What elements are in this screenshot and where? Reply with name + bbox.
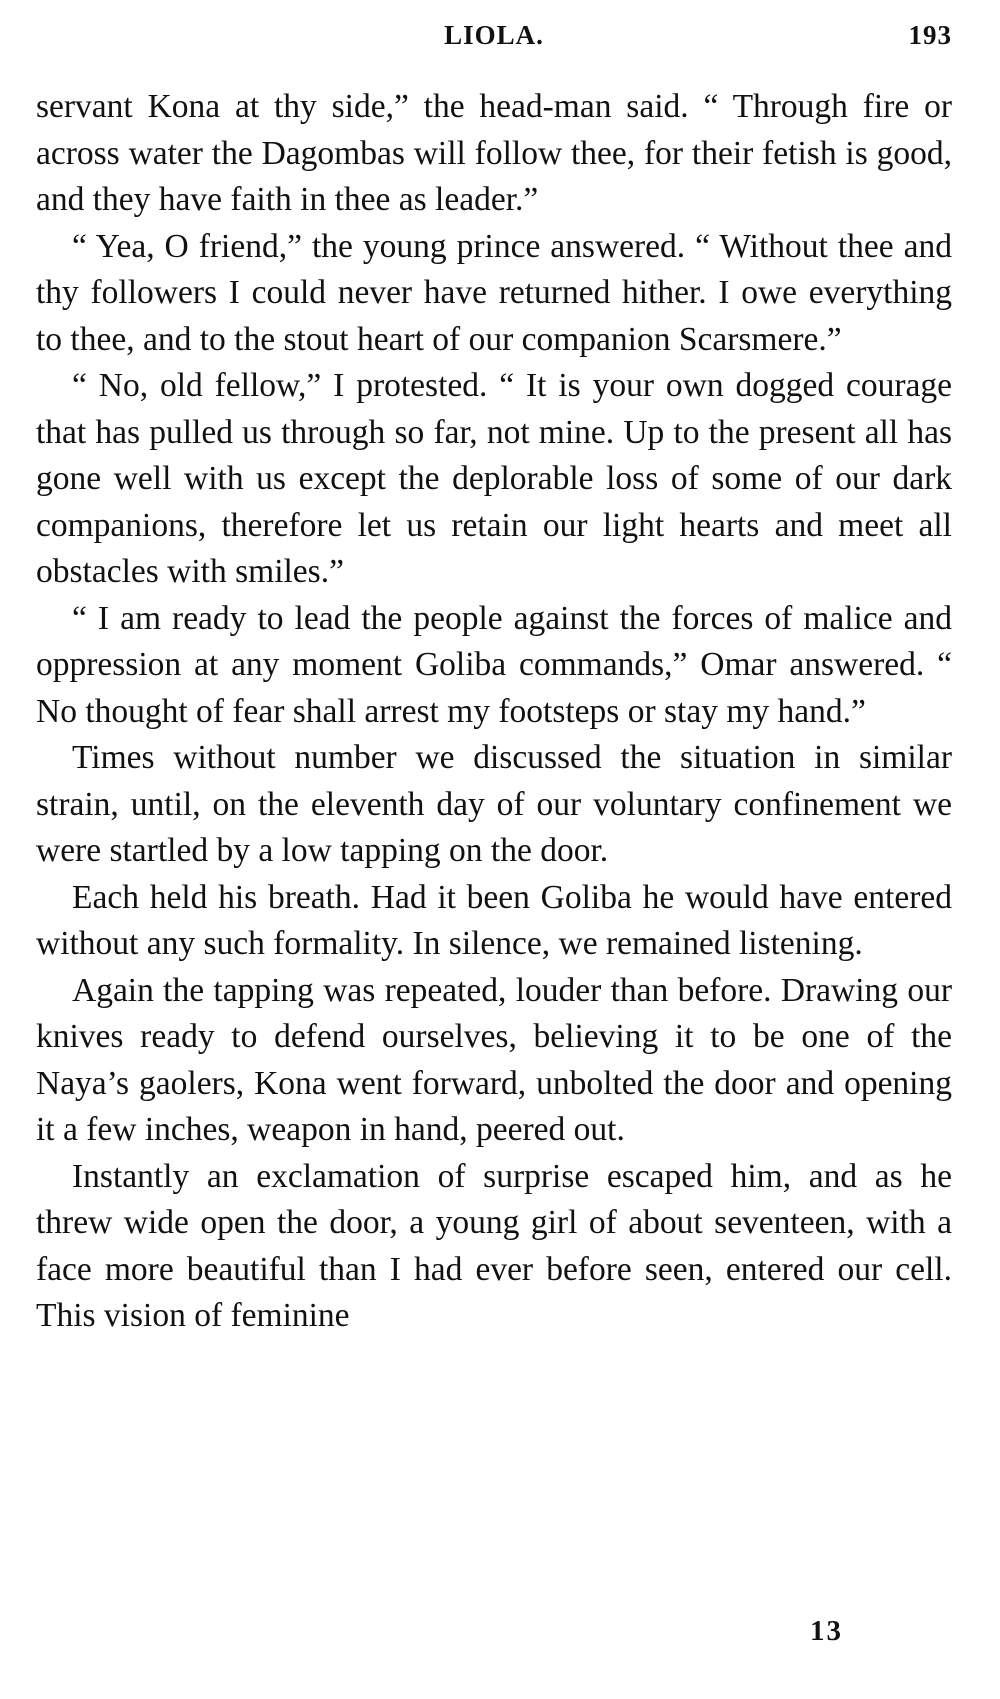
paragraph-continuation: servant Kona at thy side,” the head-man said. “ Through fire or across water the Dagombas will follow thee, for their fetish is good, and they have faith in thee as leader.” xyxy=(36,88,952,218)
body-text xyxy=(36,84,952,1340)
paragraph: “ No, old fellow,” I protested. “ It is your own dogged courage that has pulled us through so far, not mine. Up to the present all has gone well with us except the deplorable loss of some of our dark companions, therefore let us retain our light hearts and meet all obstacles with smiles.” xyxy=(36,367,952,590)
paragraph: Again the tapping was repeated, louder than before. Drawing our knives ready to defend ourselves, believing it to be one of the Naya’s gaolers, Kona went forward, unbolted the door and opening it a few inches, weapon in hand, peered out. xyxy=(36,971,952,1148)
paragraph: “ Yea, O friend,” the young prince answered. “ Without thee and thy followers I could never have returned hither. I owe everything to thee, and to the stout heart of our companion Scarsmere.” xyxy=(36,227,952,358)
paragraph: Times without number we discussed the situation in similar strain, until, on the eleventh day of our voluntary confinement we were startled by a low tapping on the door. xyxy=(36,739,952,869)
paragraph: “ I am ready to lead the people against the forces of malice and oppression at any moment Goliba commands,” Omar answered. “ No thought of fear shall arrest my footsteps or stay my hand.” xyxy=(36,599,952,730)
paragraph: Instantly an exclamation of surprise escaped him, and as he threw wide open the door, a young girl of about seventeen, with a face more beautiful than I had ever before seen, entered our cell. This vision of feminine xyxy=(36,1157,952,1334)
paragraph: Each held his breath. Had it been Goliba he would have entered without any such formality. In silence, we remained listening. xyxy=(36,878,952,962)
page-number: 193 xyxy=(908,20,952,50)
signature-mark: 13 xyxy=(810,1615,843,1647)
running-title: LIOLA. xyxy=(444,20,544,50)
running-head xyxy=(36,20,952,60)
